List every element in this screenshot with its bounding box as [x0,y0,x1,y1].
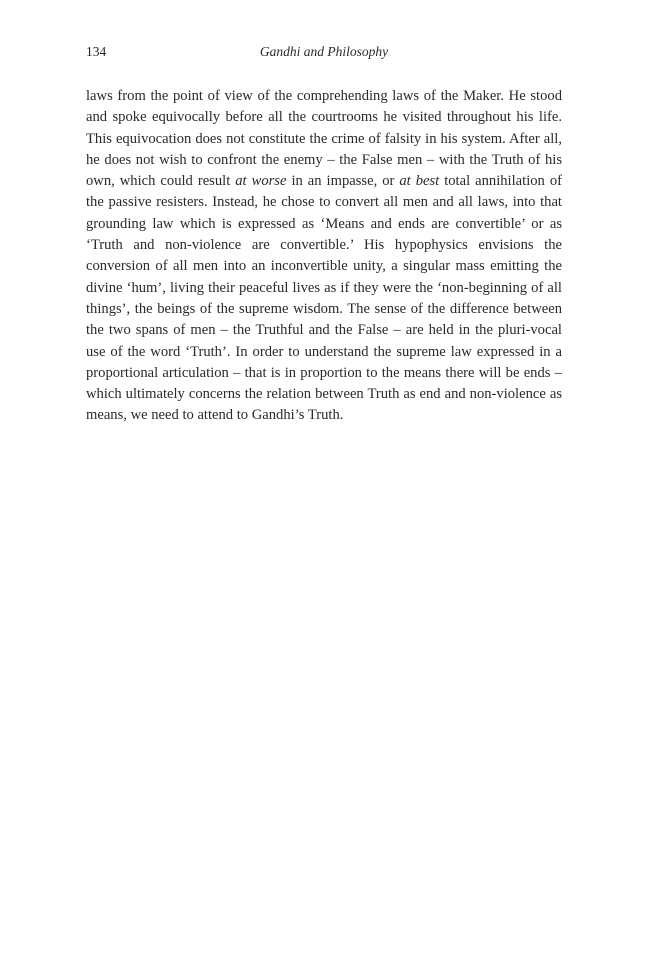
page-number: 134 [86,44,107,59]
running-title: Gandhi and Philosophy [259,44,389,59]
text-segment: in an impasse, or [286,173,400,190]
text-segment: laws from the point of view of the comprehending laws of the Maker. He stood and spoke equivocally before all the courtrooms he visited throughout his life. This equivocation does not constitute the crime of falsity in his system. After all, he does not wish to confront the enemy – the False men – with the Truth of his own, which could result [86,88,562,190]
italic-phrase-at-worse: at worse [235,173,287,190]
italic-phrase-at-best: at best [399,173,440,190]
text-segment: total annihilation of the passive resisters. Instead, he chose to convert all men and all laws, into that grounding law which is expressed as ‘Means and ends are convertible’ or as ‘Truth and non-violence are convertible.’ His hypophysics envisions the conversion of all men into an inconvertible unity, a singular mass emitting the divine ‘hum’, living their peaceful lives as if they were the ‘non-beginning of all things’, the beings of the supreme wisdom. The sense of the difference between the two spans of men – the Truthful and the False – are held in the pluri-vocal use of the word ‘Truth’. In order to understand the supreme law expressed in a proportional articulation – that is in proportion to the means there will be ends – which ultimately concerns the relation between Truth as end and non-violence as means, we need to attend to Gandhi’s Truth. [86,173,562,424]
body-paragraph [86,86,562,427]
running-header [86,44,562,64]
